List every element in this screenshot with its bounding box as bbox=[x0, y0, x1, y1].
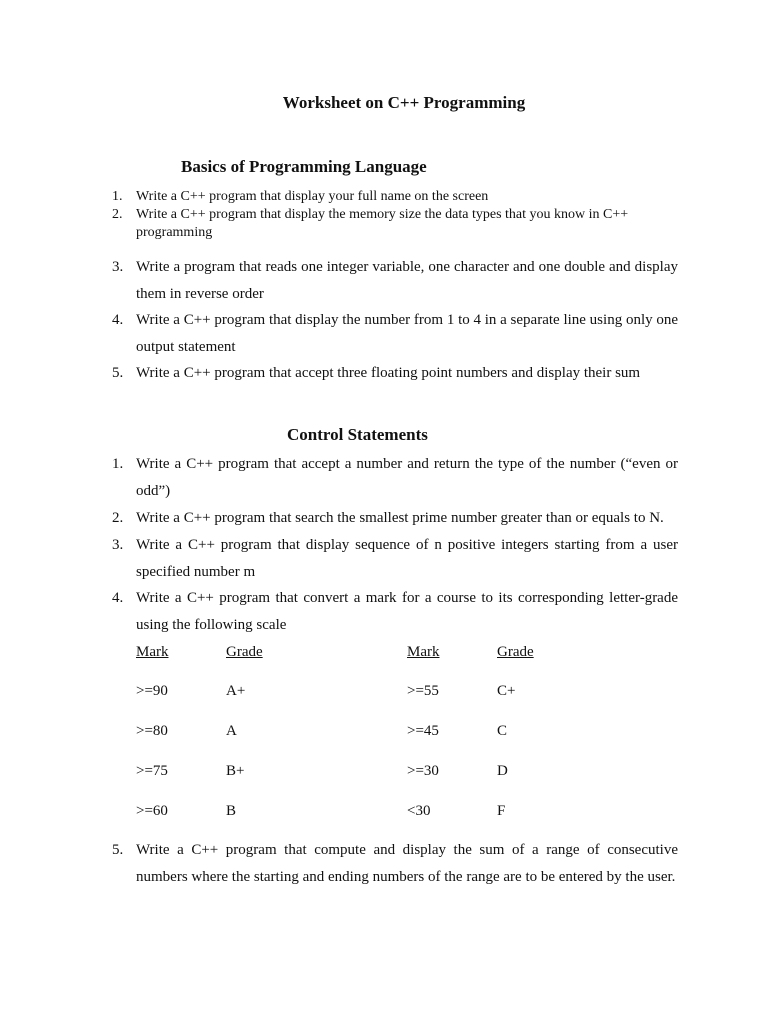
list-item-text: Write a C++ program that compute and display the sum of a range of consecutive numbers where the starting and ending numbers of the range are to be entered by the user. bbox=[136, 842, 678, 885]
list-item bbox=[112, 188, 678, 206]
table-cell-grade: A+ bbox=[226, 683, 246, 699]
list-item-text: Write a program that reads one integer variable, one character and one double and display them in reverse order bbox=[136, 259, 678, 302]
section-heading-control: Control Statements bbox=[287, 425, 428, 444]
list-item bbox=[112, 206, 678, 242]
list-item-text: Write a C++ program that display sequence of n positive integers starting from a user specified number m bbox=[136, 537, 678, 580]
table-cell-mark: >=90 bbox=[136, 683, 168, 699]
table-cell-mark: >=45 bbox=[407, 723, 439, 739]
table-header-grade: Grade bbox=[497, 644, 534, 660]
table-cell-mark: >=30 bbox=[407, 763, 439, 779]
list-item-number: 4. bbox=[112, 312, 124, 328]
list-item-text: Write a C++ program that accept a number and return the type of the number (“even or odd”) bbox=[136, 456, 678, 499]
list-item bbox=[112, 451, 678, 504]
list-item-text: Write a C++ program that accept three floating point numbers and display their sum bbox=[136, 365, 641, 381]
list-item bbox=[112, 505, 678, 532]
table-cell-grade: C bbox=[497, 723, 508, 739]
table-cell-mark: >=75 bbox=[136, 763, 168, 779]
list-item-text: Write a C++ program that display the number from 1 to 4 in a separate line using only one output statement bbox=[136, 312, 679, 355]
list-item-number: 2. bbox=[112, 207, 123, 222]
list-item-number: 1. bbox=[112, 456, 124, 472]
list-item bbox=[112, 585, 678, 638]
page-title: Worksheet on C++ Programming bbox=[282, 93, 526, 112]
table-cell-grade: B bbox=[226, 803, 237, 819]
table-cell-grade: B+ bbox=[226, 763, 245, 779]
list-item-number: 5. bbox=[112, 365, 124, 381]
list-item bbox=[112, 254, 678, 307]
list-item-text: Write a C++ program that convert a mark for a course to its corresponding letter-grade using the following scale bbox=[136, 590, 678, 633]
table-cell-grade: C+ bbox=[497, 683, 516, 699]
table-cell-mark: >=60 bbox=[136, 803, 168, 819]
table-cell-grade: D bbox=[497, 763, 508, 779]
table-cell-mark: <30 bbox=[407, 803, 431, 819]
list-item-text: Write a C++ program that display the memory size the data types that you know in C++ programming bbox=[136, 207, 629, 240]
list-item-text: Write a C++ program that display your full name on the screen bbox=[136, 189, 489, 204]
list-item-number: 3. bbox=[112, 537, 124, 553]
table-cell-mark: >=55 bbox=[407, 683, 439, 699]
list-item-number: 5. bbox=[112, 842, 124, 858]
table-header-grade: Grade bbox=[226, 644, 263, 660]
list-item-number: 1. bbox=[112, 189, 123, 204]
list-item bbox=[112, 360, 678, 387]
list-item bbox=[112, 307, 678, 360]
list-item bbox=[112, 532, 678, 585]
table-header-mark: Mark bbox=[407, 644, 440, 660]
table-header-mark: Mark bbox=[136, 644, 169, 660]
section-heading-basics: Basics of Programming Language bbox=[181, 157, 427, 176]
table-cell-grade: F bbox=[497, 803, 506, 819]
table-cell-grade: A bbox=[226, 723, 237, 739]
list-item bbox=[112, 837, 678, 890]
list-item-number: 3. bbox=[112, 259, 124, 275]
list-item-text: Write a C++ program that search the smallest prime number greater than or equals to N. bbox=[136, 510, 664, 526]
list-item-number: 4. bbox=[112, 590, 124, 606]
list-item-number: 2. bbox=[112, 510, 124, 526]
table-cell-mark: >=80 bbox=[136, 723, 168, 739]
